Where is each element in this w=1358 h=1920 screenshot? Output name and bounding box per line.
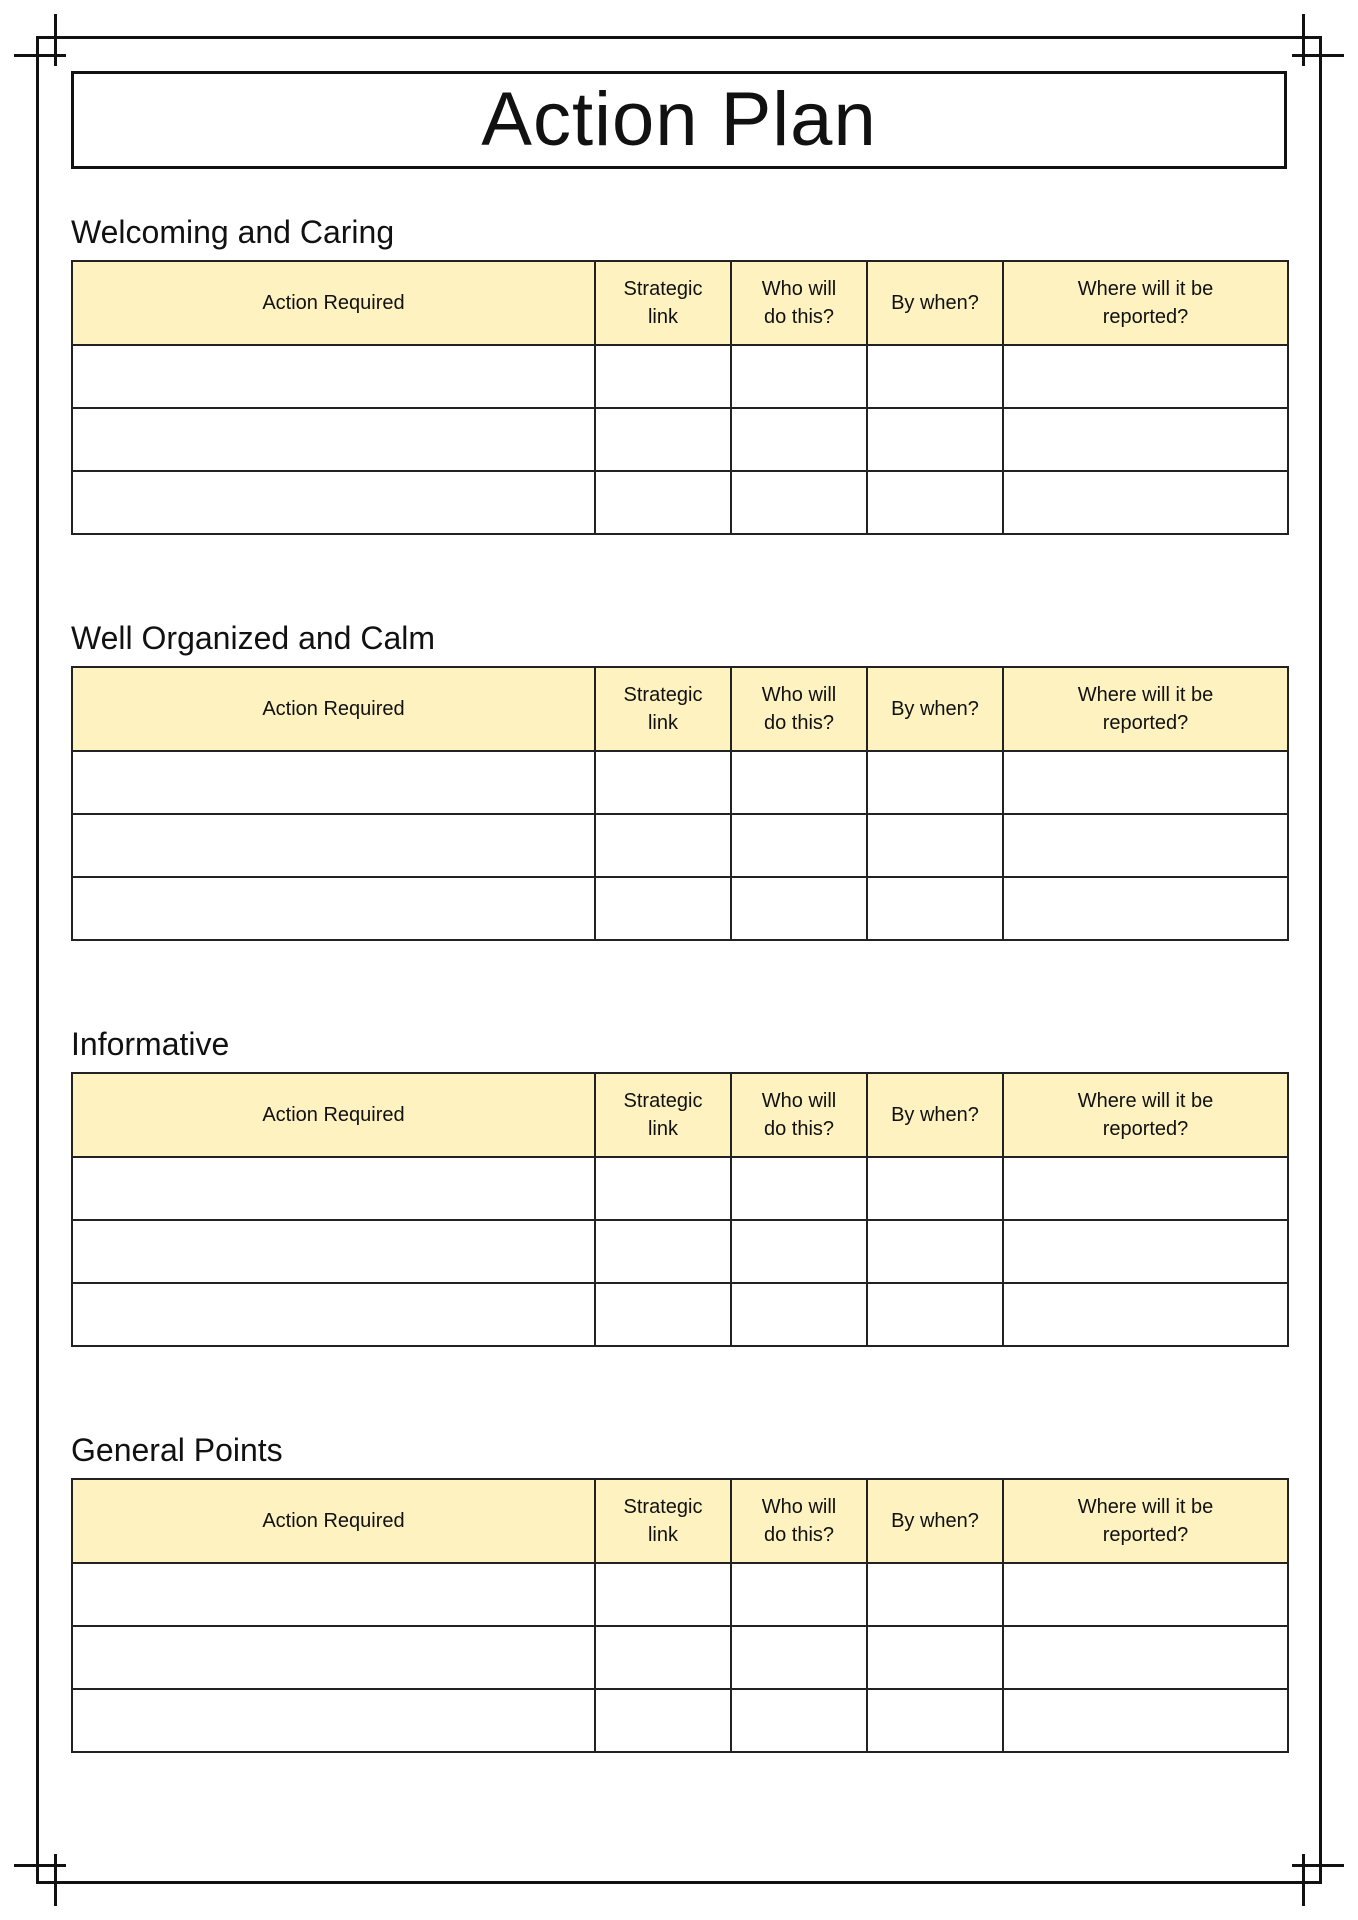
cell-who[interactable] — [731, 814, 867, 877]
cell-who[interactable] — [731, 345, 867, 408]
section-title: Welcoming and Caring — [71, 214, 395, 250]
table-header-row — [72, 1479, 1288, 1563]
section-title: Well Organized and Calm — [71, 620, 436, 656]
cell-who[interactable] — [731, 1157, 867, 1220]
table-row — [72, 877, 1288, 940]
cell-where-reported[interactable] — [1003, 877, 1288, 940]
header-where-reported: Where will it be reported? — [1003, 667, 1288, 751]
header-by-when: By when? — [867, 667, 1003, 751]
corner-mark — [1302, 14, 1305, 66]
corner-mark — [14, 54, 66, 57]
section-title: Informative — [71, 1026, 230, 1062]
header-strategic-link: Strategic link — [595, 261, 731, 345]
header-strategic-link: Strategic link — [595, 1073, 731, 1157]
header-action-required: Action Required — [72, 1073, 595, 1157]
cell-strategic-link[interactable] — [595, 814, 731, 877]
table-row — [72, 345, 1288, 408]
table-row — [72, 1220, 1288, 1283]
cell-strategic-link[interactable] — [595, 1563, 731, 1626]
cell-by-when[interactable] — [867, 1220, 1003, 1283]
action-table — [71, 260, 1289, 535]
cell-action[interactable] — [72, 471, 595, 534]
cell-by-when[interactable] — [867, 1563, 1003, 1626]
table-header-row — [72, 667, 1288, 751]
cell-who[interactable] — [731, 471, 867, 534]
cell-strategic-link[interactable] — [595, 877, 731, 940]
header-strategic-link: Strategic link — [595, 667, 731, 751]
cell-where-reported[interactable] — [1003, 814, 1288, 877]
table-header-row — [72, 1073, 1288, 1157]
cell-who[interactable] — [731, 1283, 867, 1346]
header-who: Who will do this? — [731, 1073, 867, 1157]
header-where-reported: Where will it be reported? — [1003, 1073, 1288, 1157]
table-row — [72, 1157, 1288, 1220]
cell-where-reported[interactable] — [1003, 1563, 1288, 1626]
section-welcoming-and-caring — [71, 212, 1287, 535]
table-row — [72, 1626, 1288, 1689]
section-informative — [71, 1024, 1287, 1347]
cell-action[interactable] — [72, 751, 595, 814]
corner-mark — [1292, 1864, 1344, 1867]
cell-action[interactable] — [72, 877, 595, 940]
header-who: Who will do this? — [731, 1479, 867, 1563]
cell-action[interactable] — [72, 1283, 595, 1346]
page-title: Action Plan — [481, 77, 877, 162]
cell-by-when[interactable] — [867, 814, 1003, 877]
header-by-when: By when? — [867, 1479, 1003, 1563]
header-strategic-link: Strategic link — [595, 1479, 731, 1563]
header-where-reported: Where will it be reported? — [1003, 261, 1288, 345]
cell-strategic-link[interactable] — [595, 1283, 731, 1346]
header-by-when: By when? — [867, 1073, 1003, 1157]
cell-where-reported[interactable] — [1003, 345, 1288, 408]
corner-mark — [54, 1854, 57, 1906]
action-table — [71, 666, 1289, 941]
cell-who[interactable] — [731, 1220, 867, 1283]
cell-where-reported[interactable] — [1003, 1689, 1288, 1752]
cell-who[interactable] — [731, 1689, 867, 1752]
cell-action[interactable] — [72, 408, 595, 471]
cell-strategic-link[interactable] — [595, 471, 731, 534]
table-row — [72, 408, 1288, 471]
title-box — [71, 71, 1287, 169]
cell-strategic-link[interactable] — [595, 1626, 731, 1689]
cell-strategic-link[interactable] — [595, 408, 731, 471]
cell-who[interactable] — [731, 877, 867, 940]
cell-who[interactable] — [731, 1626, 867, 1689]
header-action-required: Action Required — [72, 261, 595, 345]
cell-by-when[interactable] — [867, 1689, 1003, 1752]
cell-where-reported[interactable] — [1003, 1283, 1288, 1346]
table-row — [72, 1283, 1288, 1346]
table-row — [72, 1689, 1288, 1752]
header-where-reported: Where will it be reported? — [1003, 1479, 1288, 1563]
cell-strategic-link[interactable] — [595, 1220, 731, 1283]
cell-by-when[interactable] — [867, 471, 1003, 534]
cell-by-when[interactable] — [867, 1626, 1003, 1689]
cell-action[interactable] — [72, 1689, 595, 1752]
cell-strategic-link[interactable] — [595, 751, 731, 814]
cell-where-reported[interactable] — [1003, 1157, 1288, 1220]
cell-action[interactable] — [72, 814, 595, 877]
cell-by-when[interactable] — [867, 1283, 1003, 1346]
section-title: General Points — [71, 1432, 283, 1468]
action-table — [71, 1478, 1289, 1753]
cell-who[interactable] — [731, 1563, 867, 1626]
header-who: Who will do this? — [731, 261, 867, 345]
cell-where-reported[interactable] — [1003, 471, 1288, 534]
table-row — [72, 814, 1288, 877]
table-row — [72, 1563, 1288, 1626]
corner-mark — [14, 1864, 66, 1867]
cell-by-when[interactable] — [867, 877, 1003, 940]
table-row — [72, 471, 1288, 534]
corner-mark — [1292, 54, 1344, 57]
cell-action[interactable] — [72, 1563, 595, 1626]
cell-where-reported[interactable] — [1003, 1220, 1288, 1283]
cell-action[interactable] — [72, 1220, 595, 1283]
cell-by-when[interactable] — [867, 408, 1003, 471]
cell-strategic-link[interactable] — [595, 345, 731, 408]
header-by-when: By when? — [867, 261, 1003, 345]
header-action-required: Action Required — [72, 1479, 595, 1563]
cell-action[interactable] — [72, 1626, 595, 1689]
cell-action[interactable] — [72, 345, 595, 408]
header-action-required: Action Required — [72, 667, 595, 751]
cell-strategic-link[interactable] — [595, 1689, 731, 1752]
cell-strategic-link[interactable] — [595, 1157, 731, 1220]
action-table — [71, 1072, 1289, 1347]
corner-mark — [1302, 1854, 1305, 1906]
cell-who[interactable] — [731, 408, 867, 471]
section-general-points — [71, 1430, 1287, 1753]
cell-by-when[interactable] — [867, 1157, 1003, 1220]
cell-where-reported[interactable] — [1003, 408, 1288, 471]
cell-where-reported[interactable] — [1003, 751, 1288, 814]
table-row — [72, 751, 1288, 814]
cell-where-reported[interactable] — [1003, 1626, 1288, 1689]
header-who: Who will do this? — [731, 667, 867, 751]
cell-by-when[interactable] — [867, 345, 1003, 408]
section-well-organized-and-calm — [71, 618, 1287, 941]
table-header-row — [72, 261, 1288, 345]
cell-action[interactable] — [72, 1157, 595, 1220]
cell-who[interactable] — [731, 751, 867, 814]
corner-mark — [54, 14, 57, 66]
cell-by-when[interactable] — [867, 751, 1003, 814]
